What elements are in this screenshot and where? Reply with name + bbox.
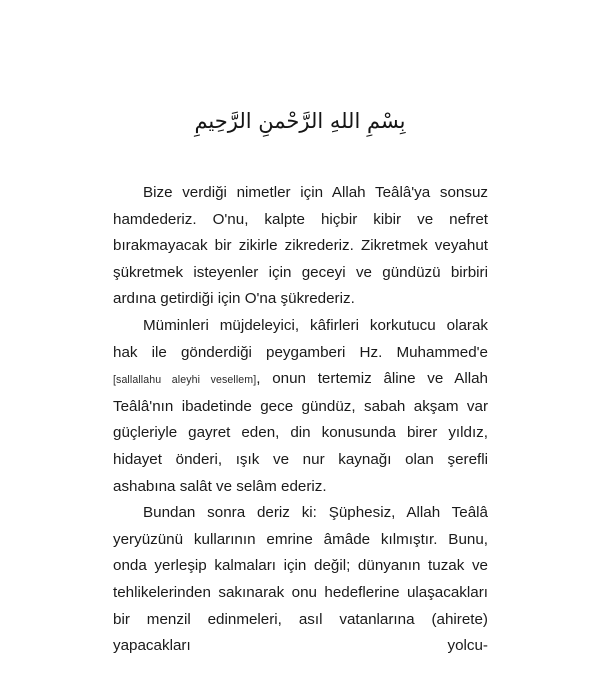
body-text-column	[113, 180, 488, 686]
paragraph-2-text-after-honorific: , onun tertemiz âline ve Allah Teâlâ'nın ibadetinde gece gündüz, sabah akşam var güçleriyle gayret eden, din konusunda birer yıldız, hidayet önderi, ışık ve nur kaynağı olan şerefli ashabına salât ve selâm ederiz.	[113, 370, 488, 495]
honorific-annotation: [sallallahu aleyhi vesellem]	[113, 374, 257, 387]
paragraph-2-text-before-honorific: Müminleri müjdeleyici, kâfirleri korkutucu olarak hak ile gönderdiği peygamberi Hz. Muhammed'e	[113, 316, 488, 361]
basmala-heading: بِسْمِ اللهِ الرَّحْمنِ الرَّحِيمِ	[194, 109, 406, 133]
paragraph-1: Bize verdiği nimetler için Allah Teâlâ'ya sonsuz hamdederiz. O'nu, kalpte hiçbir kibir ve nefret bırakmayacak bir zikirle zikrederiz. Zikretmek veyahut şükretmek isteyenler için geceyi ve gündüzü birbiri ardına getirdiği için O'na şükrederiz.	[113, 184, 488, 308]
paragraph-3: Bundan sonra deriz ki: Şüphesiz, Allah Teâlâ yeryüzünü kullarının emrine âmâde kılmıştır. Bunu, onda yerleşip kalmaları için değil; dünyanın tuzak ve tehlikelerinden sakınarak onu hedeflerine ulaşacakları bir menzil edinmeleri, asıl vatanlarına (ahirete) yapacakları yolcu-	[113, 504, 488, 655]
paragraph-2	[113, 313, 488, 500]
